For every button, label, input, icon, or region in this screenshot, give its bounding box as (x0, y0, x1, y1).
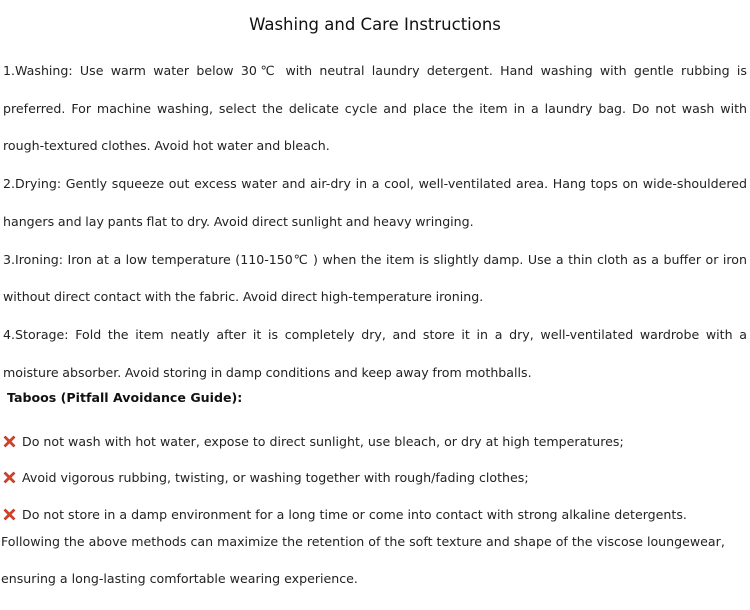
cross-mark-icon (2, 434, 17, 449)
section-ironing: 3.Ironing: Iron at a low temperature (110-150℃ ) when the item is slightly damp. Use a thin cloth as a buffer or iron without direct contact with the fabric. Avoid direct high-temperature ironing. (3, 251, 747, 305)
conclusion-text: Following the above methods can maximize the retention of the soft texture and shape of the viscose loungewear, ensuring a long-lasting comfortable wearing experience. (1, 534, 725, 586)
cross-mark-icon (2, 470, 17, 485)
taboos-heading: Taboos (Pitfall Avoidance Guide): (7, 390, 243, 405)
section-storage: 4.Storage: Fold the item neatly after it is completely dry, and store it in a dry, well-ventilated wardrobe with a moisture absorber. Avoid storing in damp conditions and keep away from mothballs. (3, 326, 747, 380)
instruction-sections (3, 52, 747, 391)
taboos-list (2, 423, 747, 533)
taboo-text: Avoid vigorous rubbing, twisting, or washing together with rough/fading clothes; (22, 470, 529, 486)
cross-mark-icon (2, 507, 17, 522)
taboo-text: Do not store in a damp environment for a long time or come into contact with strong alkaline detergents. (22, 506, 687, 522)
taboo-item (2, 460, 747, 497)
section-washing: 1.Washing: Use warm water below 30℃ with neutral laundry detergent. Hand washing with gentle rubbing is preferred. For machine washing, select the delicate cycle and place the item in a laundry bag. Do not wash with rough-textured clothes. Avoid hot water and bleach. (3, 63, 747, 154)
taboo-text: Do not wash with hot water, expose to direct sunlight, use bleach, or dry at high temperatures; (22, 433, 624, 449)
page-title: Washing and Care Instructions (249, 15, 501, 34)
taboo-item (2, 423, 747, 460)
section-drying: 2.Drying: Gently squeeze out excess water and air-dry in a cool, well-ventilated area. Hang tops on wide-shouldered hangers and lay pants flat to dry. Avoid direct sunlight and heavy wringing. (3, 176, 747, 229)
